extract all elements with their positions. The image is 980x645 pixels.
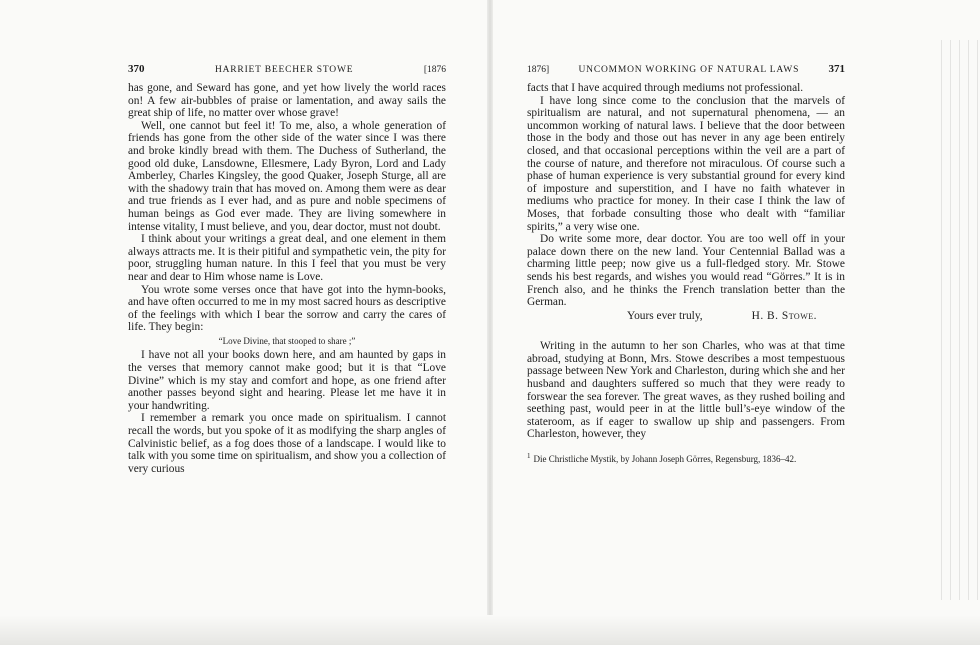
left-running-title: HARRIET BEECHER STOWE (214, 65, 354, 75)
book-gutter (487, 0, 493, 645)
signature: H. B. Stowe. (751, 309, 817, 322)
left-page-number: 370 (128, 63, 145, 75)
right-running-title: UNCOMMON WORKING OF NATURAL LAWS (578, 65, 800, 75)
right-page-text (527, 63, 845, 465)
paragraph: You wrote some verses once that have got into the hymn-books, and have often occurred to me in my most sacred hours as descriptive of the feelings with which I bear the sorrow and carry the cares of life. They begin: (128, 283, 446, 334)
paragraph: I think about your writings a great deal, and one element in them always attracts me. It is their pitiful and sympathetic vein, the pity for poor, struggling human nature. In this I feel that you must be very near and dear to Him whose name is Love. (128, 233, 446, 283)
closing-salutation: Yours ever truly, (627, 309, 703, 322)
left-page-text (128, 63, 446, 475)
paragraph: I remember a remark you once made on spiritualism. I cannot recall the words, but you spoke of it as modifying the sharp angles of Calvinistic belief, as a fog does those of a landscape. I would like to talk with you some time on spiritualism, and show you a collection of very curious (128, 412, 446, 475)
paragraph: I have not all your books down here, and am haunted by gaps in the verses that memory cannot make good; but it is that “Love Divine” which is my stay and comfort and hope, as one friend after another passes beyond sight and hearing. Please let me have it in your handwriting. (128, 349, 446, 412)
bottom-shadow (0, 615, 980, 645)
right-page-number: 371 (828, 63, 845, 75)
page-edge-shadow (936, 40, 980, 600)
paragraph: has gone, and Seward has gone, and yet how lively the world races on! A few air-bubbles of praise or lamentation, and away sails the great ship of life, no matter over whose grave! (128, 82, 446, 120)
paragraph: Well, one cannot but feel it! To me, also, a whole generation of friends has gone from the other side of the water since I was there and broke kindly bread with them. The Duchess of Sutherland, the good old duke, Lansdowne, Ellesmere, Lady Byron, Lord and Lady Amberley, Charles Kingsley, the good Quaker, Joseph Sturge, all are with the shadowy train that has moved on. Among them were as dear and true friends as I ever had, and as pure and noble specimens of human beings as God ever made. They are living somewhere in intense vitality, I must believe, and you, dear doctor, must not doubt. (128, 119, 446, 233)
paragraph: I have long since come to the conclusion that the marvels of spiritualism are natural, and not supernatural phenomena, — an uncommon working of natural laws. I believe that the door between those in the body and those out has never in any age been entirely closed, and that occasional perceptions within the veil are a part of the course of nature, and therefore not miraculous. Of course such a phase of human experience is very substantial ground for every kind of imposture and superstition, and I have no faith whatever in mediums who practice for money. In their case I think the law of Moses, that forbade consulting those who dealt with “familiar spirits,” a very wise one. (527, 94, 845, 233)
footnote (527, 451, 845, 465)
hymn-quote: “Love Divine, that stooped to share ;” (218, 335, 356, 346)
footnote-text: Die Christliche Mystik, by Johann Joseph Görres, Regensburg, 1836–42. (533, 454, 797, 465)
letter-closing (527, 310, 845, 323)
narrative-paragraph: Writing in the autumn to her son Charles, who was at that time abroad, studying at Bonn, Mrs. Stowe describes a most tempestuous passage between New York and Charleston, during which she and her husband and daughters suffered so much that they were ready to forswear the sea forever. The great waves, as they rushed boiling and seething past, would peer in at the little bull’s-eye window of the stateroom, as if eager to swallow up ship and passengers. From Charleston, however, they (527, 340, 845, 441)
right-header-year: 1876] (527, 65, 550, 75)
footnote-marker: 1 (527, 452, 531, 461)
left-running-header (128, 63, 446, 79)
right-running-header (527, 63, 845, 79)
left-header-year: [1876 (423, 65, 446, 75)
paragraph: facts that I have acquired through mediums not professional. (527, 82, 804, 94)
paragraph: Do write some more, dear doctor. You are too well off in your palace down there on the new land. Your Centennial Ballad was a charming little peep; now give us a full-fledged story. Mr. Stowe sends his best regards, and wishes you would read “Görres.” It is in French also, and he thinks the French translation better than the German. (527, 233, 845, 309)
